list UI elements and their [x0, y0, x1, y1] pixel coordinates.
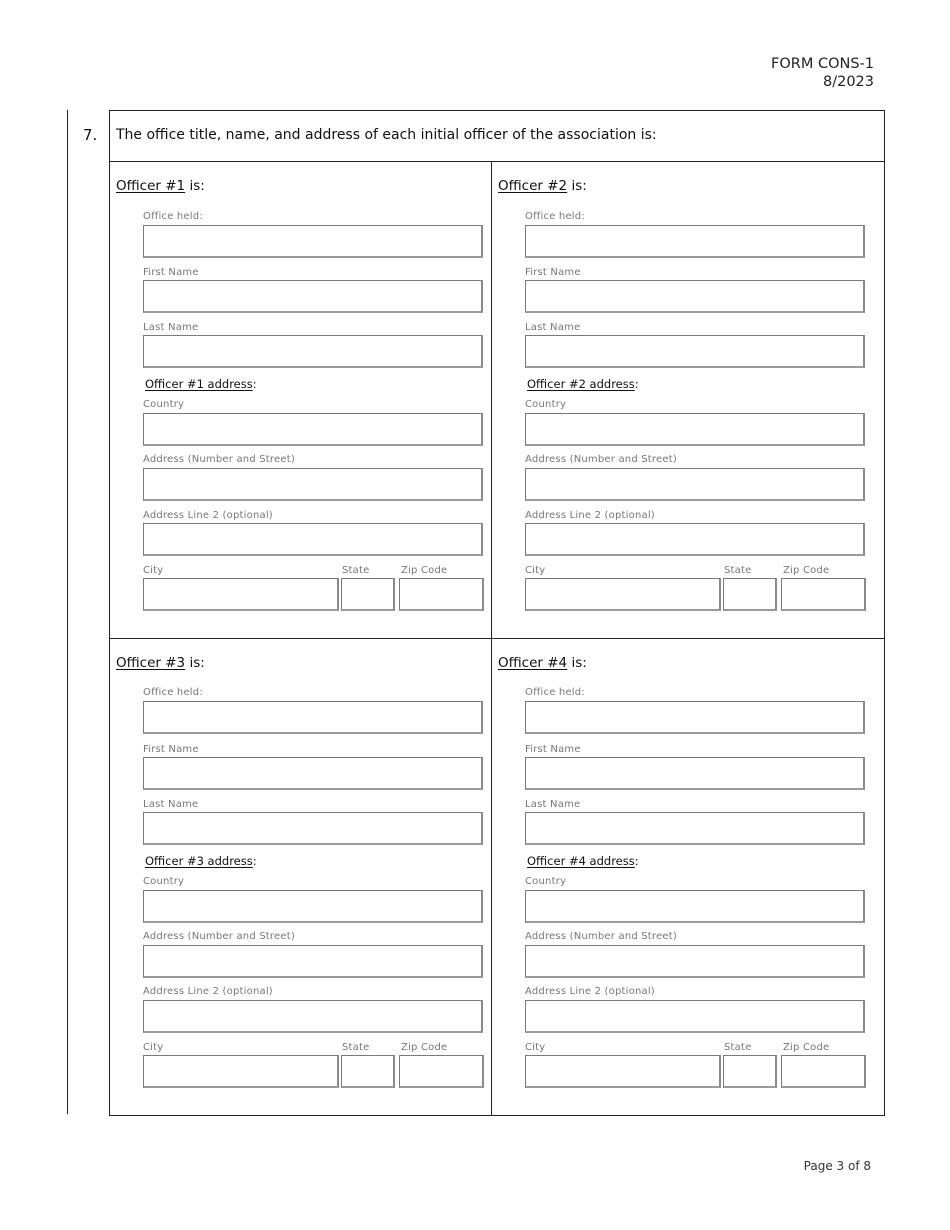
state-input[interactable] [723, 578, 777, 611]
zip-input[interactable] [399, 578, 484, 611]
last-name-label: Last Name [525, 322, 581, 333]
officer-title: Officer #1 is: [116, 178, 205, 194]
city-label: City [525, 1042, 546, 1053]
last-name-label: Last Name [143, 322, 199, 333]
city-input[interactable] [525, 578, 721, 611]
state-label: State [342, 1042, 370, 1053]
address2-input[interactable] [525, 1000, 865, 1033]
officer-4-section [492, 639, 882, 1109]
city-label: City [525, 565, 546, 576]
country-input[interactable] [143, 413, 483, 446]
city-label: City [143, 1042, 164, 1053]
first-name-input[interactable] [143, 280, 483, 313]
city-input[interactable] [525, 1055, 721, 1088]
office-held-label: Office held: [525, 687, 585, 698]
country-label: Country [525, 876, 567, 887]
last-name-label: Last Name [525, 799, 581, 810]
question-text: The office title, name, and address of each initial officer of the association is: [116, 127, 657, 143]
first-name-input[interactable] [525, 280, 865, 313]
address2-label: Address Line 2 (optional) [525, 510, 655, 521]
office-held-input[interactable] [525, 701, 865, 734]
state-input[interactable] [723, 1055, 777, 1088]
form-name: FORM CONS-1 [771, 56, 874, 72]
office-held-input[interactable] [143, 701, 483, 734]
zip-label: Zip Code [401, 1042, 448, 1053]
last-name-input[interactable] [525, 812, 865, 845]
zip-input[interactable] [781, 1055, 866, 1088]
address-input[interactable] [525, 945, 865, 978]
left-border-line [67, 110, 68, 1114]
zip-label: Zip Code [783, 565, 830, 576]
state-label: State [724, 565, 752, 576]
country-label: Country [525, 399, 567, 410]
address-heading: Officer #1 address: [145, 377, 257, 391]
country-label: Country [143, 399, 185, 410]
office-held-input[interactable] [525, 225, 865, 258]
address2-label: Address Line 2 (optional) [525, 986, 655, 997]
form-date: 8/2023 [822, 74, 874, 90]
address-label: Address (Number and Street) [143, 454, 295, 465]
country-input[interactable] [525, 890, 865, 923]
office-held-label: Office held: [143, 211, 203, 222]
state-label: State [724, 1042, 752, 1053]
office-held-label: Office held: [525, 211, 585, 222]
address-input[interactable] [143, 468, 483, 501]
state-input[interactable] [341, 578, 395, 611]
officer-2-section [492, 162, 882, 632]
address-input[interactable] [525, 468, 865, 501]
city-input[interactable] [143, 578, 339, 611]
office-held-label: Office held: [143, 687, 203, 698]
officer-title: Officer #3 is: [116, 655, 205, 671]
country-label: Country [143, 876, 185, 887]
zip-label: Zip Code [401, 565, 448, 576]
zip-label: Zip Code [783, 1042, 830, 1053]
zip-input[interactable] [781, 578, 866, 611]
last-name-input[interactable] [143, 812, 483, 845]
address-heading: Officer #3 address: [145, 854, 257, 868]
address-label: Address (Number and Street) [525, 454, 677, 465]
address-input[interactable] [143, 945, 483, 978]
last-name-input[interactable] [143, 335, 483, 368]
officer-3-section [110, 639, 500, 1109]
address-label: Address (Number and Street) [525, 931, 677, 942]
country-input[interactable] [525, 413, 865, 446]
zip-input[interactable] [399, 1055, 484, 1088]
page-number: Page 3 of 8 [803, 1159, 871, 1173]
last-name-label: Last Name [143, 799, 199, 810]
city-input[interactable] [143, 1055, 339, 1088]
first-name-label: First Name [143, 744, 199, 755]
first-name-label: First Name [525, 267, 581, 278]
address2-input[interactable] [525, 523, 865, 556]
country-input[interactable] [143, 890, 483, 923]
city-label: City [143, 565, 164, 576]
officers-table [109, 110, 885, 1116]
address-label: Address (Number and Street) [143, 931, 295, 942]
form-identifier [771, 55, 874, 91]
first-name-input[interactable] [525, 757, 865, 790]
address2-label: Address Line 2 (optional) [143, 510, 273, 521]
first-name-label: First Name [525, 744, 581, 755]
state-label: State [342, 565, 370, 576]
address2-input[interactable] [143, 523, 483, 556]
officer-title: Officer #4 is: [498, 655, 587, 671]
first-name-label: First Name [143, 267, 199, 278]
state-input[interactable] [341, 1055, 395, 1088]
officer-1-section [110, 162, 500, 632]
address2-input[interactable] [143, 1000, 483, 1033]
address2-label: Address Line 2 (optional) [143, 986, 273, 997]
office-held-input[interactable] [143, 225, 483, 258]
item-number: 7. [83, 126, 98, 144]
address-heading: Officer #2 address: [527, 377, 639, 391]
last-name-input[interactable] [525, 335, 865, 368]
address-heading: Officer #4 address: [527, 854, 639, 868]
officer-title: Officer #2 is: [498, 178, 587, 194]
first-name-input[interactable] [143, 757, 483, 790]
